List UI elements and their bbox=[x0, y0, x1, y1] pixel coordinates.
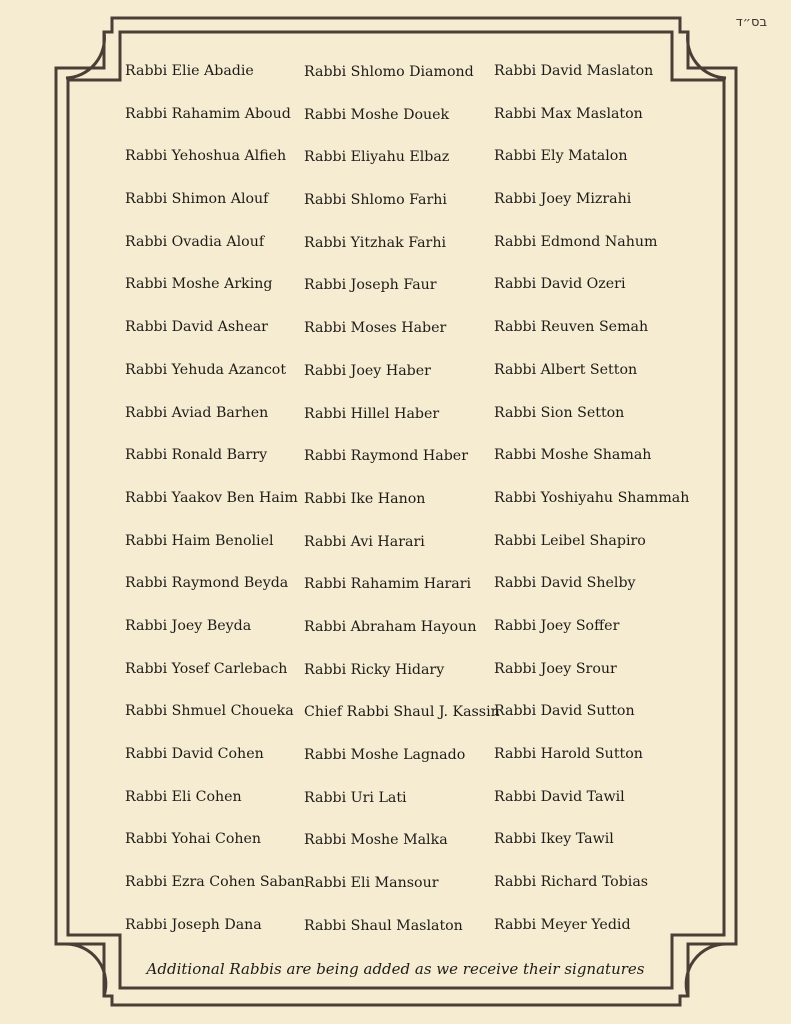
rabbi-name: Rabbi David Ozeri bbox=[494, 276, 626, 293]
rabbi-name: Rabbi Haim Benoliel bbox=[125, 532, 274, 549]
rabbi-name: Rabbi Yaakov Ben Haim bbox=[125, 489, 298, 506]
rabbi-name: Rabbi Moshe Lagnado bbox=[304, 747, 466, 763]
rabbi-name: Rabbi Elie Abadie bbox=[125, 63, 254, 79]
rabbi-name: Rabbi Joey Soffer bbox=[494, 617, 620, 634]
rabbi-name: Rabbi Moshe Shamah bbox=[494, 447, 652, 464]
rabbi-name: Rabbi Richard Tobias bbox=[494, 874, 649, 891]
rabbi-name: Rabbi Moshe Arking bbox=[125, 276, 273, 293]
rabbi-name: Rabbi David Shelby bbox=[494, 575, 636, 592]
rabbi-name: Rabbi Rahamim Aboud bbox=[125, 105, 291, 122]
rabbi-name: Rabbi Yehoshua Alfieh bbox=[125, 148, 287, 165]
rabbi-name: Rabbi Shmuel Choueka bbox=[125, 703, 294, 720]
rabbi-name: Rabbi Aviad Barhen bbox=[125, 404, 269, 421]
rabbi-name: Rabbi Joey Haber bbox=[304, 362, 431, 379]
rabbi-name: Rabbi Meyer Yedid bbox=[494, 916, 631, 933]
rabbi-name: Rabbi Edmond Nahum bbox=[494, 233, 658, 250]
rabbi-name: Rabbi Shlomo Farhi bbox=[304, 192, 447, 209]
rabbi-name: Rabbi Abraham Hayoun bbox=[304, 618, 477, 635]
rabbi-name: Rabbi Reuven Semah bbox=[494, 319, 649, 336]
rabbi-column-3 bbox=[494, 60, 689, 956]
rabbi-name: Rabbi Ezra Cohen Saban bbox=[125, 874, 305, 891]
bsd-header: בס״ד bbox=[735, 15, 767, 30]
rabbi-name: Rabbi Raymond Haber bbox=[304, 448, 468, 465]
rabbi-name: Rabbi David Maslaton bbox=[494, 63, 654, 79]
rabbi-name: Rabbi Shaul Maslaton bbox=[304, 917, 463, 934]
rabbi-name: Rabbi Yitzhak Farhi bbox=[304, 234, 447, 251]
rabbi-name: Rabbi Eli Mansour bbox=[304, 875, 439, 892]
rabbi-name: Rabbi Raymond Beyda bbox=[125, 575, 289, 592]
rabbi-name: Rabbi Ikey Tawil bbox=[494, 831, 614, 848]
rabbi-name: Rabbi Sion Setton bbox=[494, 404, 625, 421]
rabbi-name: Rabbi Eli Cohen bbox=[125, 788, 242, 805]
rabbi-name: Rabbi Shlomo Diamond bbox=[304, 64, 474, 80]
rabbi-name: Rabbi Ovadia Alouf bbox=[125, 233, 265, 250]
rabbi-name: Rabbi Joey Beyda bbox=[125, 617, 252, 634]
rabbi-name: Rabbi Rahamim Harari bbox=[304, 576, 472, 593]
rabbi-name: Rabbi Max Maslaton bbox=[494, 105, 643, 122]
rabbi-name: Rabbi Joey Srour bbox=[494, 660, 617, 677]
rabbi-name: Rabbi Hillel Haber bbox=[304, 405, 440, 422]
rabbi-name: Rabbi Leibel Shapiro bbox=[494, 532, 646, 549]
rabbi-name: Rabbi Shimon Alouf bbox=[125, 191, 269, 208]
rabbi-name: Rabbi David Sutton bbox=[494, 703, 635, 720]
rabbi-name: Rabbi Yehuda Azancot bbox=[125, 361, 287, 378]
rabbi-name: Rabbi Albert Setton bbox=[494, 361, 638, 378]
rabbi-name: Rabbi Yohai Cohen bbox=[125, 831, 262, 848]
rabbi-name: Rabbi Eliyahu Elbaz bbox=[304, 149, 450, 166]
rabbi-name: Rabbi Uri Lati bbox=[304, 789, 407, 806]
rabbi-name: Rabbi Moses Haber bbox=[304, 320, 447, 337]
rabbi-name: Rabbi David Tawil bbox=[494, 788, 625, 805]
rabbi-name: Rabbi David Ashear bbox=[125, 319, 268, 336]
rabbi-name: Rabbi David Cohen bbox=[125, 746, 264, 762]
rabbi-name: Rabbi Ronald Barry bbox=[125, 447, 268, 464]
rabbi-name: Rabbi Moshe Malka bbox=[304, 832, 448, 849]
rabbi-name: Rabbi Joseph Faur bbox=[304, 277, 437, 294]
rabbi-name: Rabbi Joseph Dana bbox=[125, 916, 262, 933]
rabbi-name: Rabbi Joey Mizrahi bbox=[494, 191, 632, 208]
rabbi-name: Rabbi Avi Harari bbox=[304, 533, 425, 550]
rabbi-name: Rabbi Harold Sutton bbox=[494, 746, 643, 762]
rabbi-column-1 bbox=[125, 60, 305, 956]
rabbi-name: Rabbi Ricky Hidary bbox=[304, 661, 445, 678]
rabbi-column-2 bbox=[304, 61, 500, 957]
rabbi-name: Rabbi Moshe Douek bbox=[304, 106, 450, 123]
rabbi-name: Rabbi Ike Hanon bbox=[304, 490, 426, 507]
footer-note: Additional Rabbis are being added as we receive their signatures bbox=[146, 960, 645, 978]
rabbi-name: Chief Rabbi Shaul J. Kassin bbox=[304, 704, 500, 721]
rabbi-name: Rabbi Yosef Carlebach bbox=[125, 660, 288, 677]
rabbi-name: Rabbi Ely Matalon bbox=[494, 148, 628, 165]
rabbi-name: Rabbi Yoshiyahu Shammah bbox=[494, 489, 690, 506]
